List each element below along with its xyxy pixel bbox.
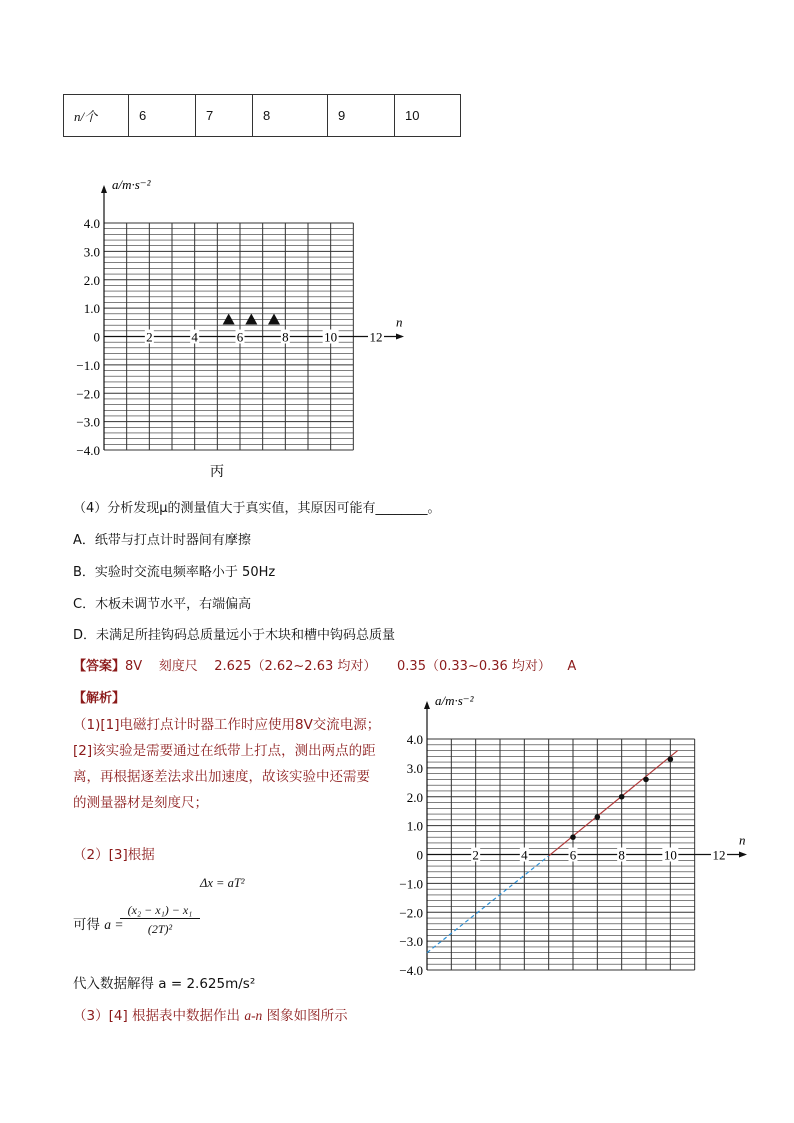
- data-point-triangle: [268, 313, 280, 324]
- table-cell: 7: [196, 95, 253, 137]
- data-point: [619, 794, 625, 800]
- option-d: D．未满足所挂钩码总质量远小于木块和槽中钩码总质量: [73, 628, 396, 643]
- y-tick-label: 2.0: [406, 789, 423, 805]
- table-row: [64, 95, 461, 137]
- y-tick-label: −2.0: [76, 386, 100, 402]
- x-axis-label: n: [396, 314, 403, 330]
- answer-line: [73, 655, 576, 674]
- data-point: [570, 834, 576, 840]
- x-tick-label: 8: [618, 847, 625, 863]
- table-cell: 6: [129, 95, 196, 137]
- x-tick-label: 12: [369, 329, 383, 345]
- x-axis-label: n: [739, 832, 746, 848]
- y-tick-label: 2.0: [83, 272, 100, 288]
- y-axis-label: a/m·s⁻²: [112, 177, 151, 192]
- x-axis-arrow: [739, 852, 747, 858]
- y-tick-label: −2.0: [399, 905, 423, 921]
- x-tick-label: 4: [191, 329, 198, 345]
- answer-label: 【答案】: [73, 659, 126, 674]
- formula-denominator: (2T)²: [147, 922, 173, 936]
- table-cell: 9: [328, 95, 395, 137]
- y-tick-label: −1.0: [399, 876, 423, 892]
- data-point: [643, 777, 649, 783]
- data-point: [668, 756, 674, 762]
- y-tick-label: 3.0: [83, 244, 100, 260]
- data-point-triangle: [245, 313, 257, 324]
- x-tick-label: 6: [569, 847, 577, 863]
- analysis-paragraph-5: （3）[4] 根据表中数据作出 a-n 图象如图所示: [73, 1008, 348, 1024]
- fit-line: [549, 751, 678, 856]
- x-axis-arrow: [396, 334, 404, 340]
- chart-bing: [60, 170, 403, 485]
- x-tick-label: 10: [324, 329, 338, 345]
- formula-delta-x: Δx = aT²: [200, 876, 245, 890]
- y-tick-label: −4.0: [76, 443, 100, 458]
- y-axis-arrow: [424, 701, 430, 709]
- chart-caption: 丙: [210, 465, 224, 480]
- y-tick-label: −3.0: [76, 414, 100, 430]
- formula-a-line: 可得 a =: [73, 917, 124, 933]
- y-tick-label: 3.0: [406, 760, 423, 776]
- y-tick-label: 4.0: [406, 732, 423, 747]
- x-tick-label: 4: [521, 847, 528, 863]
- option-c: C．木板未调节水平，右端偏高: [73, 597, 252, 612]
- x-tick-label: 10: [663, 847, 677, 863]
- x-tick-label: 2: [146, 329, 153, 345]
- formula-numerator: (x₂ − x₁) − x₁: [120, 903, 200, 919]
- y-tick-label: −4.0: [399, 963, 423, 978]
- y-tick-label: 1.0: [406, 818, 423, 834]
- table-cell: 10: [395, 95, 461, 137]
- data-point-triangle: [223, 313, 235, 324]
- data-point: [595, 814, 601, 820]
- extrapolation-line: [427, 856, 549, 953]
- analysis-paragraph-1: （1)[1]电磁打点计时器工作时应使用8V交流电源；[2]该实验是需要通过在纸带上打点，测出两点的距离，再根据逐差法求出加速度，故该实验中还需要的测量器材是刻度尺；: [73, 717, 381, 811]
- option-b: B．实验时交流电频率略小于 50Hz: [73, 565, 276, 580]
- table-cell: 8: [253, 95, 328, 137]
- analysis-label: 【解析】: [73, 691, 126, 706]
- y-axis-label: a/m·s⁻²: [435, 693, 474, 708]
- x-tick-label: 8: [282, 329, 289, 345]
- y-tick-label: 4.0: [83, 216, 100, 231]
- analysis-paragraph-4: 代入数据解得 a = 2.625m/s²: [73, 976, 256, 992]
- x-tick-label: 6: [236, 329, 244, 345]
- x-tick-label: 12: [712, 847, 726, 863]
- y-tick-label: 0: [93, 329, 100, 345]
- data-table: [63, 94, 461, 137]
- y-tick-label: 0: [416, 847, 423, 863]
- option-a: A．纸带与打点计时器间有摩擦: [73, 533, 251, 548]
- table-header-cell: n/个: [64, 95, 129, 137]
- y-axis-arrow: [101, 185, 107, 193]
- answer-content: 8V 刻度尺 2.625（2.62~2.63 均对） 0.35（0.33~0.36 均对） A: [125, 659, 577, 674]
- chart-solution: [385, 688, 746, 1003]
- y-tick-label: −3.0: [399, 934, 423, 950]
- y-tick-label: 1.0: [83, 301, 100, 317]
- x-tick-label: 2: [472, 847, 479, 863]
- y-tick-label: −1.0: [76, 357, 100, 373]
- question-4-stem: （4）分析发现μ的测量值大于真实值，其原因可能有________。: [73, 501, 441, 516]
- analysis-paragraph-2: （2）[3]根据: [73, 847, 155, 863]
